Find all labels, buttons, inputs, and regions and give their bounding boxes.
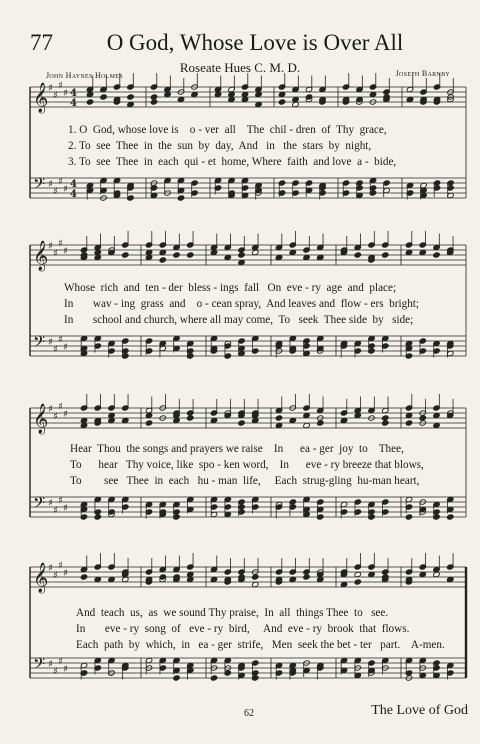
treble-clef-icon: 𝄞 xyxy=(33,83,49,113)
treble-clef-icon: 𝄞 xyxy=(33,404,49,434)
note-head xyxy=(354,579,361,585)
note-head xyxy=(433,252,440,258)
bass-clef-icon: 𝄢 xyxy=(33,655,46,677)
treble-clef-icon: 𝄞 xyxy=(33,563,49,593)
note-head xyxy=(382,420,389,426)
time-signature: 4 xyxy=(70,98,77,109)
page-number: 62 xyxy=(244,708,254,719)
note-head xyxy=(275,415,282,421)
note-head xyxy=(86,99,93,105)
sharp-icon: ♯ xyxy=(48,83,53,94)
time-signature: 4 xyxy=(70,179,77,190)
sharp-icon: ♯ xyxy=(53,411,58,423)
note-head xyxy=(122,252,129,258)
lyric-line: And teach us, as we sound Thy praise, In all things Thee to see. xyxy=(76,607,389,619)
note-head xyxy=(150,99,157,105)
hymn-title: O God, Whose Love is Over All xyxy=(106,30,404,55)
sharp-icon: ♯ xyxy=(58,80,63,92)
sharp-icon: ♯ xyxy=(58,176,63,188)
bass-clef-icon: 𝄢 xyxy=(33,175,46,197)
sharp-icon: ♯ xyxy=(63,568,68,579)
note-head xyxy=(252,574,259,580)
note-head xyxy=(354,252,361,258)
sharp-icon: ♯ xyxy=(53,186,58,198)
note-head xyxy=(159,257,166,263)
lyric-line: To hear Thy voice, like spo - ken word, In eve - ry breeze that blows, xyxy=(70,459,424,471)
sharp-icon: ♯ xyxy=(63,664,68,675)
note-head xyxy=(419,415,426,421)
note-head xyxy=(177,195,184,201)
lyric-line: In school and church, where all may come, To seek Thee side by side; xyxy=(64,314,414,326)
sharp-icon: ♯ xyxy=(48,404,53,415)
sharp-icon: ♯ xyxy=(53,666,58,678)
bass-clef-icon: 𝄢 xyxy=(33,494,46,516)
sharp-icon: ♯ xyxy=(48,498,53,509)
lyric-line: 2. To see Thee in the sun by day, And in the stars by night, xyxy=(68,140,372,152)
note-head xyxy=(100,94,107,100)
sharp-icon: ♯ xyxy=(63,342,68,353)
note-head xyxy=(94,514,101,520)
note-head xyxy=(317,420,324,426)
note-head xyxy=(405,420,412,426)
sharp-icon: ♯ xyxy=(58,334,63,346)
sharp-icon: ♯ xyxy=(63,503,68,514)
sharp-icon: ♯ xyxy=(58,495,63,507)
sharp-icon: ♯ xyxy=(48,563,53,574)
lyric-line: In eve - ry song of eve - ry bird, And eve - ry brook that flows. xyxy=(76,623,410,635)
bass-clef-icon: 𝄢 xyxy=(33,333,46,355)
lyric-line: To see Thee in each hu - man life, Each strug-gling hu-man heart, xyxy=(70,475,420,487)
sharp-icon: ♯ xyxy=(53,90,58,102)
section-title: The Love of God xyxy=(371,703,468,718)
sharp-icon: ♯ xyxy=(63,409,68,420)
note-head xyxy=(382,415,389,421)
note-head xyxy=(173,252,180,258)
note-head xyxy=(382,252,389,258)
author-credit: John Haynes Holmes xyxy=(46,71,123,80)
sharp-icon: ♯ xyxy=(53,505,58,517)
treble-clef-icon: 𝄞 xyxy=(33,241,49,271)
note-head xyxy=(127,94,134,100)
sharp-icon: ♯ xyxy=(58,560,63,572)
note-head xyxy=(303,574,310,580)
sharp-icon: ♯ xyxy=(53,570,58,582)
note-head xyxy=(405,514,412,520)
lyric-line: Whose rich and ten - der bless - ings fall On eve - ry age and place; xyxy=(64,282,397,294)
sharp-icon: ♯ xyxy=(48,179,53,190)
sharp-icon: ♯ xyxy=(58,401,63,413)
lyric-line: 3. To see Thee in each qui - et home, Where faith and love a - bide, xyxy=(68,156,397,168)
tune-name: Roseate Hues C. M. D. xyxy=(179,60,301,75)
lyric-line: Each path by which, in ea - ger strife, Men seek the bet - ter part. A-men. xyxy=(76,639,445,651)
sharp-icon: ♯ xyxy=(63,184,68,195)
sharp-icon: ♯ xyxy=(48,337,53,348)
composer-credit: Joseph Barnby xyxy=(395,69,450,78)
lyric-line: 1. O God, whose love is o - ver all The chil - dren of Thy grace, xyxy=(68,124,387,136)
note-head xyxy=(150,94,157,100)
sharp-icon: ♯ xyxy=(48,659,53,670)
note-head xyxy=(187,415,194,421)
sharp-icon: ♯ xyxy=(48,241,53,252)
time-signature: 4 xyxy=(70,88,77,99)
sharp-icon: ♯ xyxy=(53,344,58,356)
note-head xyxy=(145,420,152,426)
sharp-icon: ♯ xyxy=(63,88,68,99)
note-head xyxy=(447,514,454,520)
sharp-icon: ♯ xyxy=(53,248,58,260)
hymn-number: 77 xyxy=(30,30,53,55)
time-signature: 4 xyxy=(70,189,77,200)
note-head xyxy=(80,574,87,580)
lyric-line: In wav - ing grass and o - cean spray, And leaves and flow - ers bright; xyxy=(64,298,420,310)
note-head xyxy=(210,675,217,681)
sharp-icon: ♯ xyxy=(63,246,68,257)
sharp-icon: ♯ xyxy=(58,656,63,668)
note-head xyxy=(238,420,245,426)
sharp-icon: ♯ xyxy=(58,238,63,250)
note-head xyxy=(187,252,194,258)
note-head xyxy=(173,675,180,681)
note-head xyxy=(278,99,285,105)
lyric-line: Hear Thou the songs and prayers we raise In ea - ger joy to Thee, xyxy=(70,443,404,455)
note-head xyxy=(238,252,245,258)
